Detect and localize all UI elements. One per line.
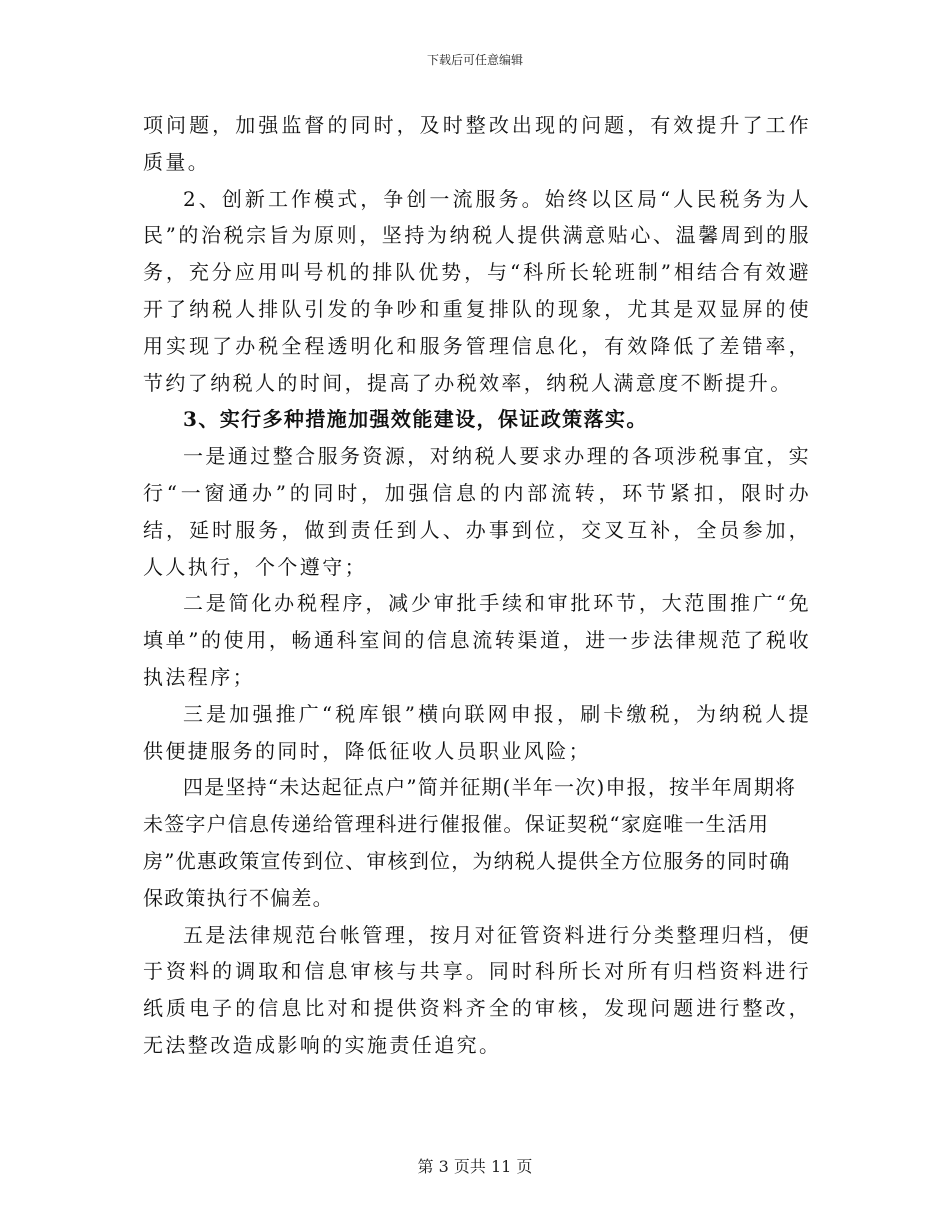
- paragraph-item-1: 一是通过整合服务资源，对纳税人要求办理的各项涉税事宜，实行“一窗通办”的同时，加强信息的内部流转，环节紧扣，限时办结，延时服务，做到责任到人、办事到位，交叉互补，全员参加，人人执行，个个遵守；: [143, 444, 811, 579]
- paragraph-continuation: 项问题，加强监督的同时，及时整改出现的问题，有效提升了工作质量。: [143, 113, 811, 174]
- paragraph-item-5: 五是法律规范台帐管理，按月对征管资料进行分类整理归档，便于资料的调取和信息审核与共享。同时科所长对所有归档资料进行纸质电子的信息比对和提供资料齐全的审核，发现问题进行整改，无法整改造成影响的实施责任追究。: [143, 922, 811, 1057]
- paragraph-innovation: 2、创新工作模式，争创一流服务。始终以区局“人民税务为人民”的治税宗旨为原则，坚持为纳税人提供满意贴心、温馨周到的服务，充分应用叫号机的排队优势，与“科所长轮班制”相结合有效避开了纳税人排队引发的争吵和重复排队的现象，尤其是双显屏的使用实现了办税全程透明化和服务管理信息化，有效降低了差错率，节约了纳税人的时间，提高了办税效率，纳税人满意度不断提升。: [143, 186, 811, 395]
- section-heading: 3、实行多种措施加强效能建设，保证政策落实。: [183, 407, 648, 432]
- page-number: 第 3 页共 11 页: [417, 1157, 533, 1176]
- paragraph-item-4: 四是坚持“未达起征点户”简并征期(半年一次)申报，按半年周期将未签字户信息传递给管理科进行催报催。保证契税“家庭唯一生活用房”优惠政策宣传到位、审核到位，为纳税人提供全方位服务的同时确保政策执行不偏差。: [143, 775, 797, 910]
- document-body: [143, 107, 811, 1064]
- page-header: 下载后可任意编辑: [426, 53, 523, 67]
- paragraph-item-3: 三是加强推广“税库银”横向联网申报，刷卡缴税，为纳税人提供便捷服务的同时，降低征收人员职业风险；: [143, 701, 811, 763]
- paragraph-item-2: 二是简化办税程序，减少审批手续和审批环节，大范围推广“免填单”的使用，畅通科室间的信息流转渠道，进一步法律规范了税收执法程序；: [143, 591, 811, 689]
